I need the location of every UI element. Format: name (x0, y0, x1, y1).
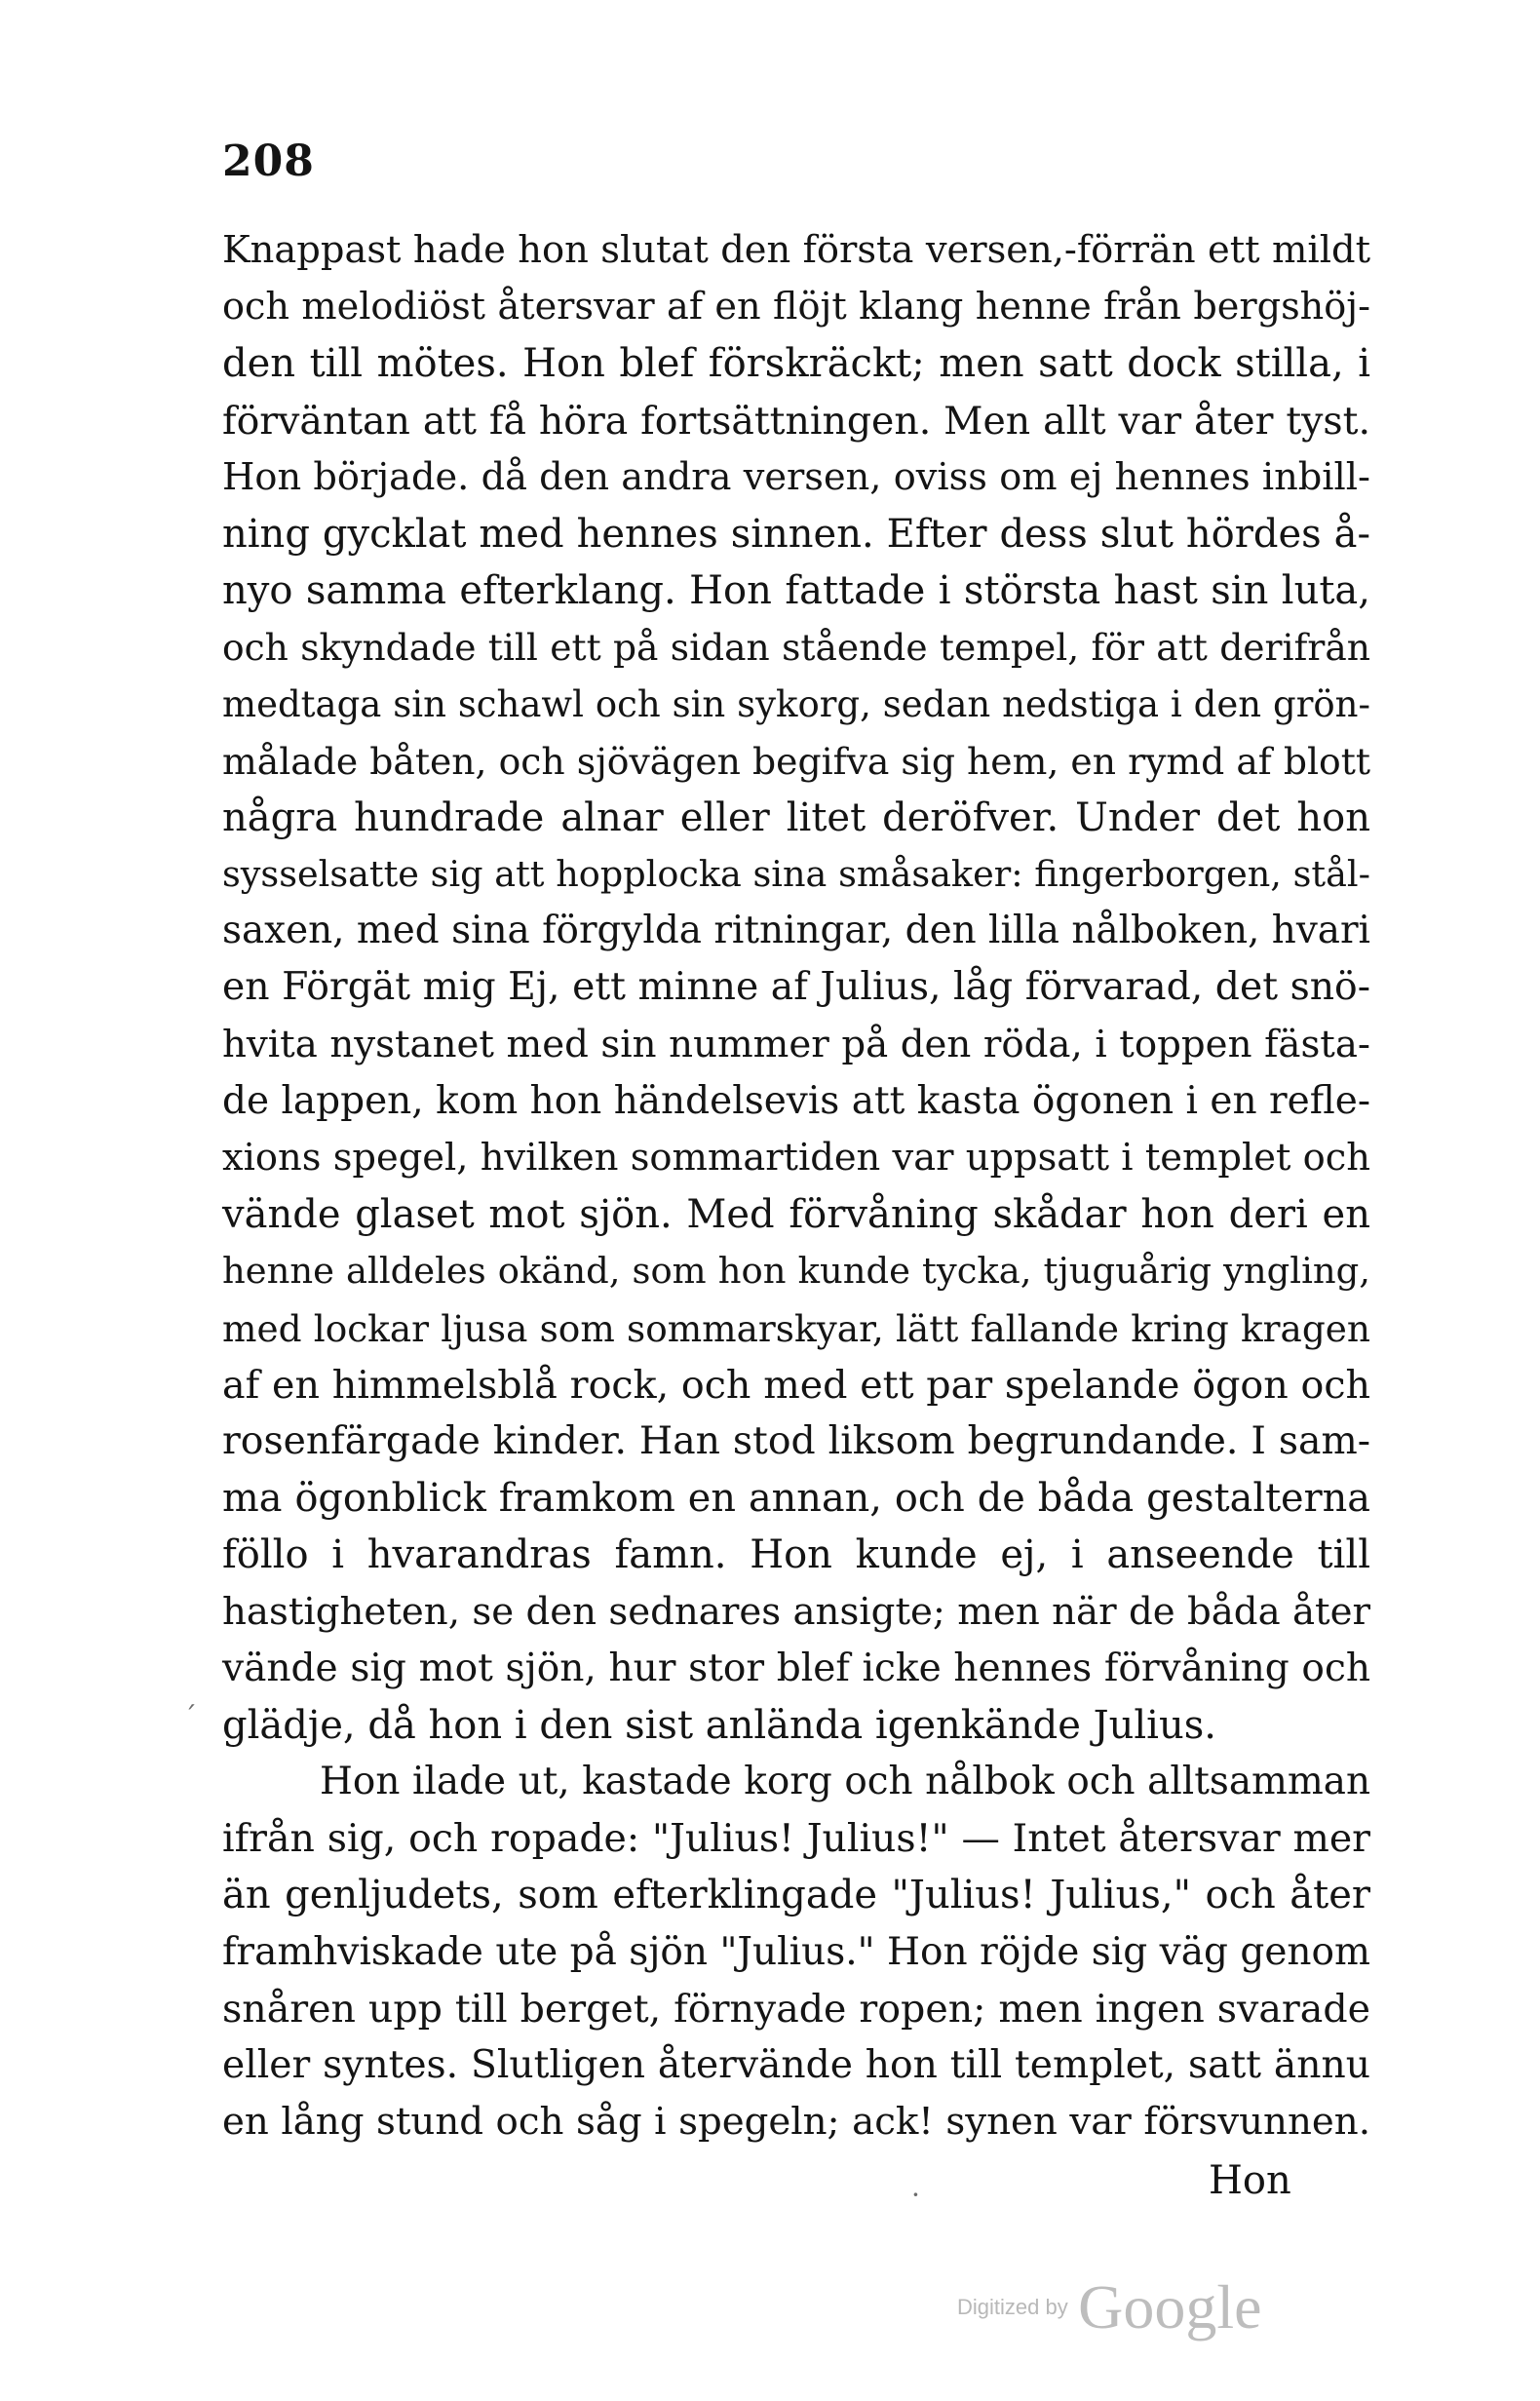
watermark-prefix: Digitized by (957, 2295, 1068, 2319)
page-number: 208 (222, 136, 315, 186)
text-line-5: Hon började. då den andra versen, oviss om ej hennes inbill- (222, 454, 1370, 499)
text-line-32: snåren upp till berget, förnyade ropen; men ingen svarade (222, 1986, 1370, 2032)
text-line-13: saxen, med sina förgylda ritningar, den lilla nålboken, hvari (222, 909, 1370, 953)
text-line-15: hvita nystanet med sin nummer på den röda, i toppen fästa- (222, 1022, 1370, 1066)
text-line-6: ning gycklat med hennes sinnen. Efter dess slut hördes å- (222, 511, 1370, 557)
text-line-9: medtaga sin schawl och sin sykorg, sedan nedstiga i den grön- (222, 682, 1370, 725)
text-line-16: de lappen, kom hon händelsevis att kasta ögonen i en refle- (222, 1078, 1371, 1123)
text-line-29: ifrån sig, och ropade: "Julius! Julius!" — Intet återsvar mer (222, 1816, 1370, 1862)
text-line-24: föllo i hvarandras famn. Hon kunde ej, i anseende till (222, 1532, 1370, 1578)
text-line-2: och melodiöst återsvar af en flöjt klang henne från bergshöj- (222, 286, 1370, 329)
text-line-27-paragraph-end: glädje, då hon i den sist anlända igenkände Julius. (222, 1702, 1216, 1748)
text-line-7: nyo samma efterklang. Hon fattade i största hast sin luta, (222, 568, 1370, 614)
text-line-3: den till mötes. Hon blef förskräckt; men satt dock stilla, i (222, 341, 1370, 387)
text-line-14: en Förgät mig Ej, ett minne af Julius, låg förvarad, det snö- (222, 965, 1370, 1010)
text-line-33: eller syntes. Slutligen återvände hon till templet, satt ännu (222, 2043, 1370, 2087)
text-line-1: Knappast hade hon slutat den första versen,-förrän ett mildt (222, 228, 1370, 272)
text-line-28-paragraph-start: Hon ilade ut, kastade korg och nålbok och alltsamman (320, 1760, 1370, 1804)
text-line-26: vände sig mot sjön, hur stor blef icke hennes förvåning och (222, 1646, 1370, 1690)
text-line-34: en lång stund och såg i spegeln; ack! synen var försvunnen. (222, 2100, 1370, 2145)
text-line-25: hastigheten, se den sednares ansigte; men när de båda åter (222, 1589, 1370, 1634)
google-logo: Google (1078, 2272, 1262, 2342)
text-line-21: af en himmelsblå rock, och med ett par spelande ögon och (222, 1362, 1370, 1408)
text-line-4: förväntan att få höra fortsättningen. Men allt var åter tyst. (222, 398, 1370, 444)
text-line-10: målade båten, och sjövägen begifva sig hem, en rymd af blott (222, 739, 1370, 783)
catchword: Hon (1209, 2158, 1291, 2203)
text-line-20: med lockar ljusa som sommarskyar, lätt fallande kring kragen (222, 1306, 1370, 1350)
text-line-17: xions spegel, hvilken sommartiden var uppsatt i templet och (222, 1136, 1370, 1180)
text-line-8: och skyndade till ett på sidan stående tempel, för att derifrån (222, 626, 1370, 670)
text-line-23: ma ögonblick framkom en annan, och de båda gestalterna (222, 1476, 1370, 1522)
body-text (222, 222, 1370, 2150)
text-line-11: några hundrade alnar eller litet deröfver. Under det hon (222, 794, 1370, 840)
digitized-watermark (957, 2271, 1262, 2343)
text-line-18: vände glaset mot sjön. Med förvåning skådar hon deri en (222, 1192, 1370, 1238)
text-line-19: henne alldeles okänd, som hon kunde tycka, tjuguårig yngling, (222, 1250, 1370, 1293)
text-line-30: än genljudets, som efterklingade "Julius! Julius," och åter (222, 1873, 1370, 1918)
print-speck-dot: · (911, 2179, 920, 2211)
text-line-22: rosenfärgade kinder. Han stod liksom begrundande. I sam- (222, 1418, 1370, 1463)
margin-speck-comma: ´ (183, 1701, 197, 1733)
text-line-31: framhviskade ute på sjön "Julius." Hon röjde sig väg genom (222, 1929, 1370, 1974)
text-line-12: sysselsatte sig att hopplocka sina småsaker: fingerborgen, stål- (222, 853, 1370, 896)
